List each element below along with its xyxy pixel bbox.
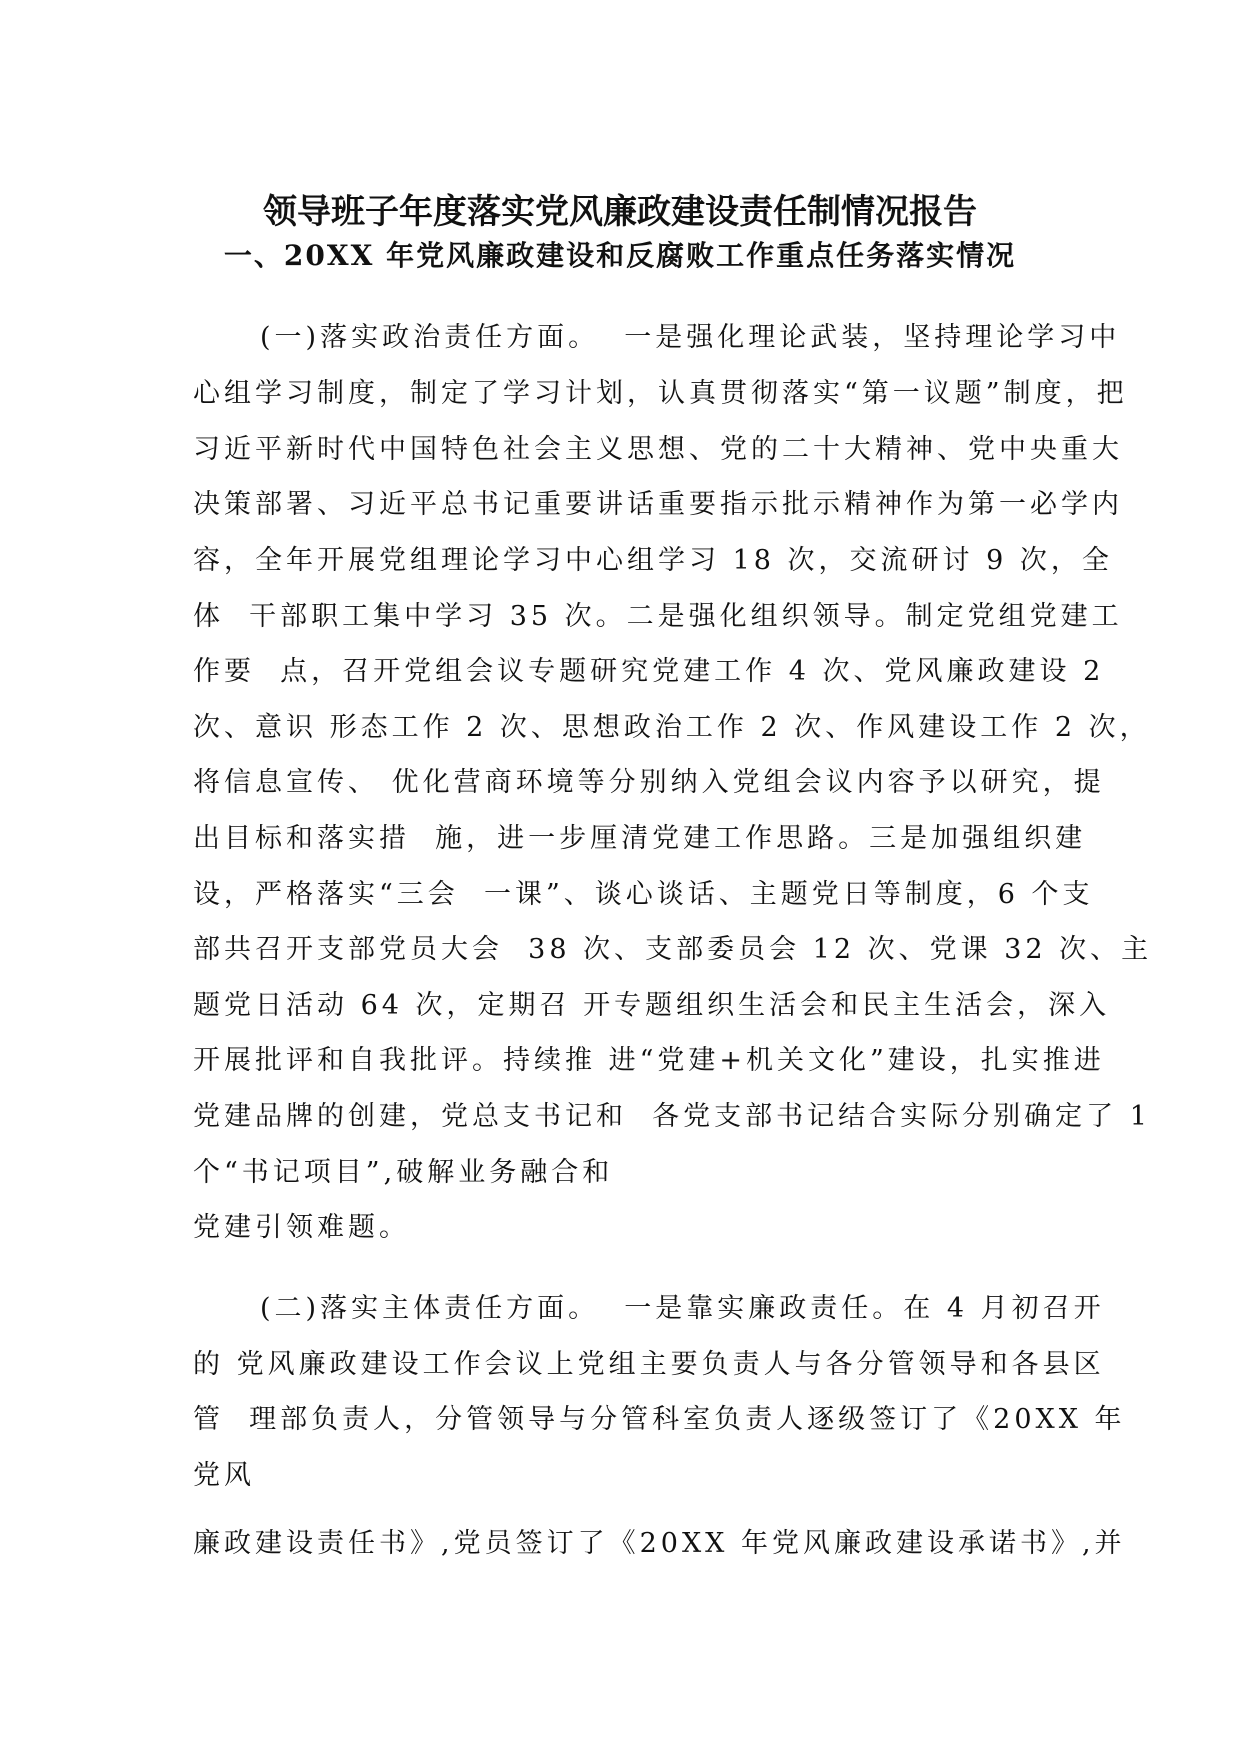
paragraph-line: 廉政建设责任书》,党员签订了《20XX 年党风廉政建设承诺书》,并: [193, 1528, 1126, 1559]
paragraph-line: (二)落实主体责任方面。 一是靠实廉政责任。在 4 月初召开: [260, 1293, 1105, 1324]
paragraph-line: (一)落实政治责任方面。 一是强化理论武装，坚持理论学习中: [260, 322, 1121, 353]
paragraph-line: 开展批评和自我批评。持续推 进“党建+机关文化”建设，扎实推进: [193, 1045, 1105, 1076]
paragraph-line: 的 党风廉政建设工作会议上党组主要负责人与各分管领导和各县区: [193, 1349, 1105, 1380]
paragraph-line: 管 理部负责人，分管领导与分管科室负责人逐级签订了《20XX 年: [193, 1404, 1126, 1435]
paragraph-line: 部共召开支部党员大会 38 次、支部委员会 12 次、党课 32 次、主: [193, 934, 1153, 965]
paragraph-line: 习近平新时代中国特色社会主义思想、党的二十大精神、党中央重大: [193, 434, 1123, 465]
paragraph-line: 决策部署、习近平总书记重要讲话重要指示批示精神作为第一必学内: [193, 489, 1123, 520]
paragraph-line: 题党日活动 64 次，定期召 开专题组织生活会和民主生活会，深入: [193, 990, 1111, 1021]
document-title: 领导班子年度落实党风廉政建设责任制情况报告: [263, 192, 977, 232]
paragraph-line: 次、意识 形态工作 2 次、思想政治工作 2 次、作风建设工作 2 次，: [193, 712, 1151, 743]
paragraph-line: 设，严格落实“三会 一课”、谈心谈话、主题党日等制度，6 个支: [193, 879, 1094, 910]
paragraph-line: 作要 点，召开党组会议专题研究党建工作 4 次、党风廉政建设 2: [193, 656, 1105, 687]
paragraph-line: 容，全年开展党组理论学习中心组学习 18 次，交流研讨 9 次，全: [193, 545, 1113, 576]
paragraph-line: 党建品牌的创建，党总支书记和 各党支部书记结合实际分别确定了 1: [193, 1101, 1151, 1132]
paragraph-line: 出目标和落实措 施，进一步厘清党建工作思路。三是加强组织建: [193, 823, 1087, 854]
paragraph-line: 个“书记项目”,破解业务融合和: [193, 1157, 614, 1188]
paragraph-line: 党建引领难题。: [193, 1212, 410, 1243]
paragraph-line: 将信息宣传、 优化营商环境等分别纳入党组会议内容予以研究，提: [193, 767, 1105, 798]
paragraph-line: 心组学习制度，制定了学习计划，认真贯彻落实“第一议题”制度，把: [193, 378, 1128, 409]
paragraph-line: 体 干部职工集中学习 35 次。二是强化组织领导。制定党组党建工: [193, 601, 1123, 632]
paragraph-line: 党风: [193, 1460, 255, 1491]
section-heading: 一、20XX 年党风廉政建设和反腐败工作重点任务落实情况: [223, 239, 1017, 272]
